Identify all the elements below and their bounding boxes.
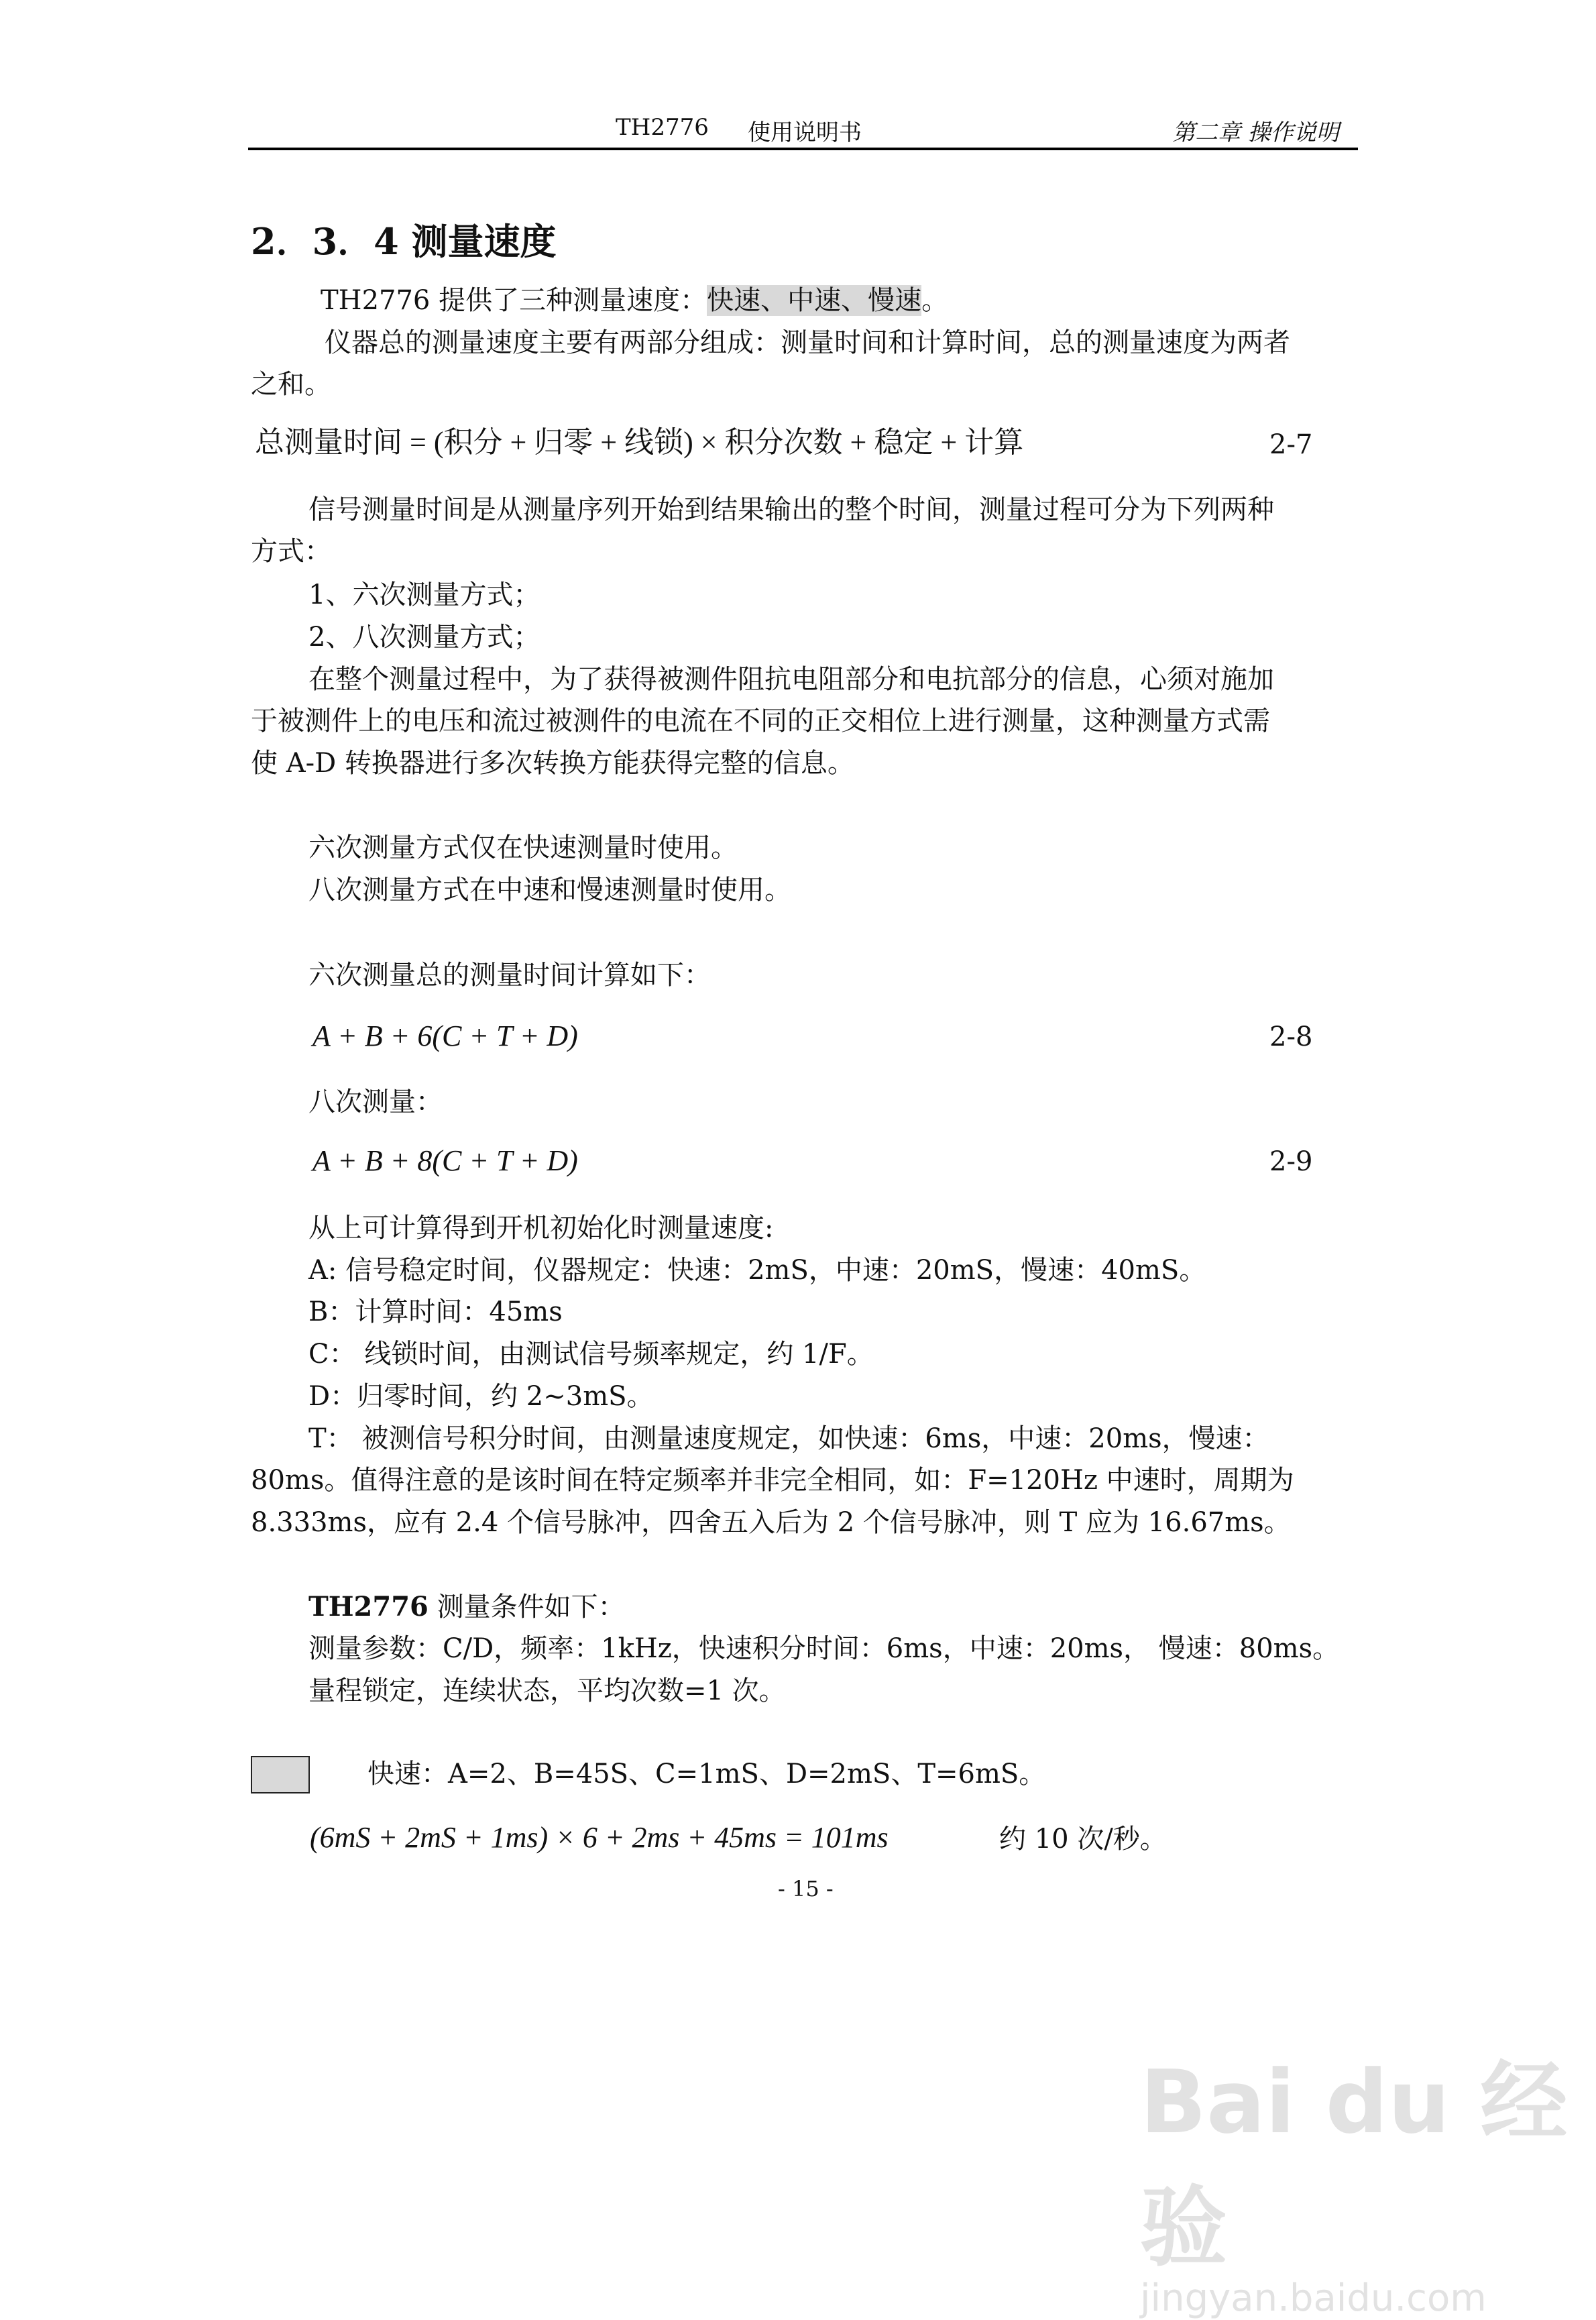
paragraph: 八次测量方式在中速和慢速测量时使用。: [308, 875, 791, 905]
baidu-watermark: [1140, 2032, 1596, 2320]
watermark-brand: Bai du 经验: [1140, 2051, 1568, 2278]
paragraph: 在整个测量过程中，为了获得被测件阻抗电阻部分和电抗部分的信息，心须对施加: [308, 664, 1274, 695]
header-doc-type: 使用说明书: [748, 119, 862, 146]
paragraph: 使 A-D 转换器进行多次转换方能获得完整的信息。: [251, 748, 854, 779]
paragraph: 六次测量总的测量时间计算如下：: [308, 960, 711, 991]
equation-number: 2-9: [1269, 1146, 1313, 1177]
header-doc-id: TH2776: [616, 114, 709, 141]
list-item: 2、八次测量方式；: [308, 622, 540, 653]
definition-b: B：计算时间：45ms: [308, 1296, 563, 1327]
paragraph: 于被测件上的电压和流过被测件的电流在不同的正交相位上进行测量，这种测量方式需: [251, 706, 1270, 736]
equation-2-8: A + B + 6(C + T + D): [312, 1019, 578, 1052]
highlighted-text: 快速、中速、慢速: [707, 285, 922, 316]
paragraph: 量程锁定，连续状态，平均次数=1 次。: [308, 1675, 786, 1706]
paragraph: 从上可计算得到开机初始化时测量速度:: [308, 1213, 774, 1244]
paragraph: TH2776 提供了三种测量速度：快速、中速、慢速。: [321, 285, 949, 316]
equation-2-7: 总测量时间 = (积分 + 归零 + 线锁) × 积分次数 + 稳定 + 计算: [255, 426, 1024, 459]
fast-params: 快速：A=2、B=45S、C=1mS、D=2mS、T=6mS。: [367, 1759, 1046, 1789]
paragraph: 方式：: [251, 536, 331, 567]
header-chapter: 第二章 操作说明: [1172, 119, 1339, 146]
header-rule: [248, 148, 1358, 150]
equation-2-9: A + B + 8(C + T + D): [312, 1144, 578, 1177]
paragraph: 六次测量方式仅在快速测量时使用。: [308, 832, 738, 863]
rate-text: 约 10 次/秒。: [999, 1824, 1167, 1855]
paragraph: 测量参数：C/D，频率：1kHz，快速积分时间：6ms，中速：20ms， 慢速：80ms。: [308, 1633, 1340, 1664]
paragraph: 80ms。值得注意的是该时间在特定频率并非完全相同，如：F=120Hz 中速时，周期为: [251, 1465, 1294, 1496]
paragraph: 8.333ms，应有 2.4 个信号脉冲，四舍五入后为 2 个信号脉冲，则 T 应为 16.67ms。: [251, 1507, 1291, 1538]
paragraph: 八次测量：: [308, 1087, 443, 1117]
conditions-heading: TH2776 测量条件如下：: [308, 1591, 625, 1622]
definition-c: C： 线锁时间，由测试信号频率规定，约 1/F。: [308, 1339, 874, 1370]
page-number: - 15 -: [778, 1876, 834, 1901]
watermark-url: jingyan.baidu.com: [1140, 2276, 1487, 2320]
definition-a: A: 信号稳定时间，仪器规定：快速：2mS，中速：20mS，慢速：40mS。: [308, 1255, 1206, 1286]
list-item: 1、六次测量方式；: [308, 579, 540, 610]
equation-number: 2-7: [1269, 429, 1313, 460]
section-title: 2．3．4 测量速度: [251, 220, 557, 263]
fast-equation: (6mS + 2mS + 1ms) × 6 + 2ms + 45ms = 101ms: [310, 1821, 889, 1854]
gray-box: [251, 1756, 310, 1793]
equation-number: 2-8: [1269, 1021, 1313, 1052]
paragraph: 信号测量时间是从测量序列开始到结果输出的整个时间，测量过程可分为下列两种: [308, 494, 1274, 525]
definition-d: D：归零时间，约 2~3mS。: [308, 1381, 654, 1412]
paragraph: 仪器总的测量速度主要有两部分组成：测量时间和计算时间，总的测量速度为两者: [325, 327, 1290, 358]
definition-t: T： 被测信号积分时间，由测量速度规定，如快速：6ms，中速：20ms，慢速：: [308, 1423, 1269, 1454]
paragraph: 之和。: [251, 369, 331, 400]
